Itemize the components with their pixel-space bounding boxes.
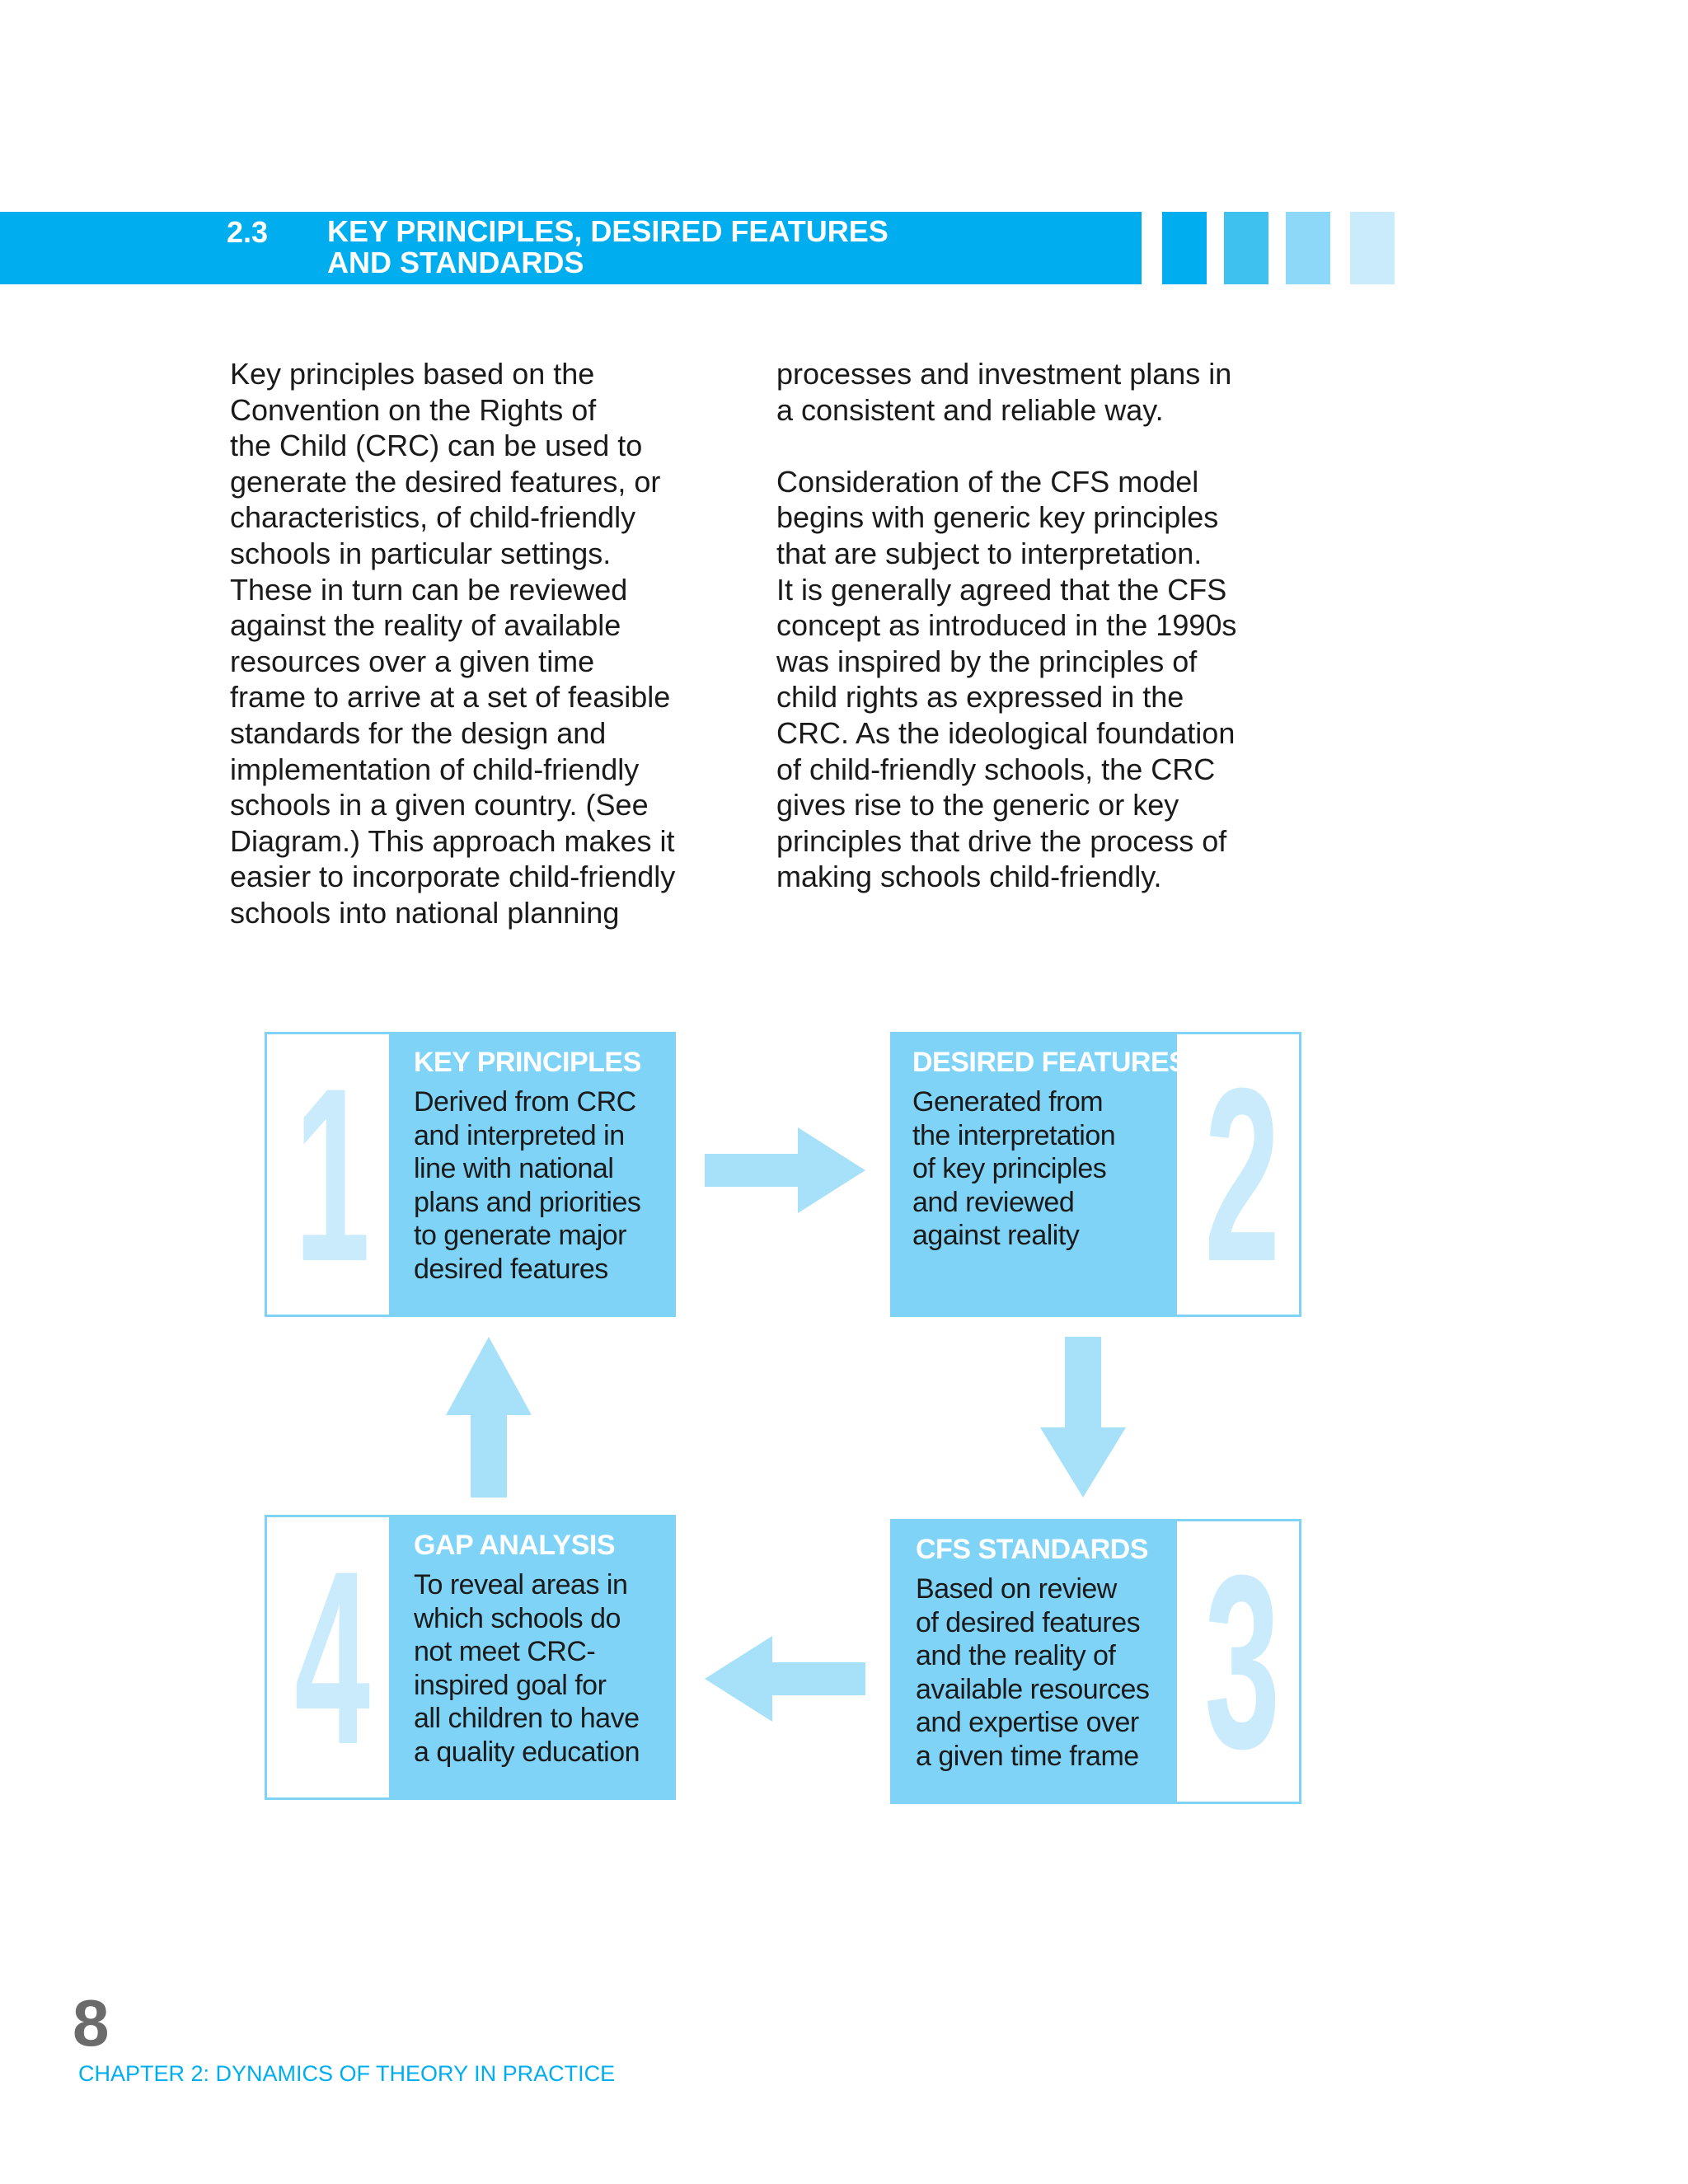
box-panel <box>893 1034 1188 1315</box>
arrow-up-icon <box>446 1337 532 1497</box>
box-text-line: line with national <box>414 1153 614 1184</box>
box-text-line: to generate major <box>414 1220 626 1251</box>
box-text-line: of desired features <box>916 1606 1141 1638</box>
box-text-line: and reviewed <box>912 1186 1075 1218</box>
box-text-line: and the reality of <box>916 1640 1116 1671</box>
body-text-line: gives rise to the generic or key <box>776 788 1179 823</box>
box-text-line: of key principles <box>912 1153 1107 1184</box>
body-text-line: frame to arrive at a set of feasible <box>230 680 671 715</box>
step-number: 3 <box>1204 1523 1281 1800</box>
body-column-right <box>776 356 1287 895</box>
body-text-line: Convention on the Rights of <box>230 392 597 427</box>
body-text-line: begins with generic key principles <box>776 500 1219 535</box>
body-text-line: characteristics, of child-friendly <box>230 500 636 535</box>
box-text-line: Derived from CRC <box>414 1086 636 1118</box>
section-title-line: AND STANDARDS <box>327 246 584 279</box>
body-text-line: child rights as expressed in the <box>776 680 1184 715</box>
body-text-line: Diagram.) This approach makes it <box>230 823 675 858</box>
box-text <box>912 1085 1177 1253</box>
body-text-line: making schools child-friendly. <box>776 860 1162 894</box>
section-number: 2.3 <box>227 215 269 249</box>
diagram-box-cfs-standards <box>890 1519 1301 1804</box>
box-text-line: available resources <box>916 1673 1150 1705</box>
chapter-footer: CHAPTER 2: DYNAMICS OF THEORY IN PRACTICE <box>78 2061 616 2086</box>
body-text-line: of child-friendly schools, the CRC <box>776 752 1216 786</box>
body-text-line: was inspired by the principles of <box>776 644 1198 678</box>
arrow-left-icon <box>705 1636 865 1722</box>
decorative-square <box>1162 212 1207 284</box>
box-text-line: the interpretation <box>912 1119 1116 1151</box>
body-text-line: against the reality of available <box>230 608 621 643</box>
step-number: 4 <box>294 1519 371 1796</box>
body-text-line: the Child (CRC) can be used to <box>230 429 643 463</box>
body-text-line: These in turn can be reviewed <box>230 572 628 607</box>
box-text-line: and expertise over <box>916 1707 1139 1738</box>
box-text-line: Based on review <box>916 1573 1117 1605</box>
decorative-square <box>1286 212 1330 284</box>
box-text <box>916 1572 1177 1773</box>
step-number: 1 <box>294 1036 371 1313</box>
body-text-line: schools in particular settings. <box>230 536 612 570</box>
body-text-line: principles that drive the process of <box>776 823 1227 858</box>
section-title-line: KEY PRINCIPLES, DESIRED FEATURES <box>327 214 889 248</box>
box-title: CFS STANDARDS <box>916 1534 1148 1565</box>
paragraph <box>776 356 1287 428</box>
body-text-line: easier to incorporate child-friendly <box>230 860 676 894</box>
box-text-line: Generated from <box>912 1086 1104 1118</box>
box-text-line: not meet CRC- <box>414 1636 596 1667</box>
diagram-box-gap-analysis <box>265 1515 676 1800</box>
box-text <box>414 1085 673 1286</box>
box-panel <box>893 1521 1177 1802</box>
arrow-right-icon <box>705 1127 865 1213</box>
decorative-square <box>1350 212 1395 284</box>
box-text-line: plans and priorities <box>414 1186 641 1218</box>
body-text-line: resources over a given time <box>230 644 595 678</box>
body-text-line: CRC. As the ideological foundation <box>776 715 1236 750</box>
body-text-line: a consistent and reliable way. <box>776 392 1164 427</box>
page-number: 8 <box>73 1986 110 2060</box>
body-text-line: concept as introduced in the 1990s <box>776 608 1237 643</box>
body-text-line: schools into national planning <box>230 895 620 930</box>
body-text-line: standards for the design and <box>230 715 607 750</box>
box-panel <box>389 1517 673 1797</box>
body-column-left <box>230 356 741 931</box>
box-text-line: against reality <box>912 1220 1080 1251</box>
body-text-line: that are subject to interpretation. <box>776 536 1203 570</box>
diagram-box-desired-features <box>890 1032 1301 1317</box>
body-text-line: schools in a given country. (See <box>230 788 649 823</box>
box-text-line: which schools do <box>414 1602 621 1634</box>
section-title <box>327 216 889 279</box>
box-text-line: a quality education <box>414 1736 640 1768</box>
body-text-line: processes and investment plans in <box>776 357 1232 391</box>
body-text-line: Consideration of the CFS model <box>776 464 1199 499</box>
box-text-line: inspired goal for <box>414 1669 607 1701</box>
box-text-line: desired features <box>414 1253 608 1285</box>
step-number: 2 <box>1204 1036 1281 1313</box>
box-text-line: To reveal areas in <box>414 1569 628 1601</box>
box-title: KEY PRINCIPLES <box>414 1047 641 1078</box>
body-text-line: It is generally agreed that the CFS <box>776 572 1227 607</box>
body-text-line: generate the desired features, or <box>230 464 661 499</box>
body-text-line: Key principles based on the <box>230 357 595 391</box>
diagram-box-key-principles <box>265 1032 676 1317</box>
box-title: GAP ANALYSIS <box>414 1530 616 1561</box>
box-text-line: a given time frame <box>916 1740 1139 1772</box>
body-text-line: implementation of child-friendly <box>230 752 640 786</box>
arrow-down-icon <box>1040 1337 1126 1497</box>
box-text <box>414 1568 673 1769</box>
box-text-line: all children to have <box>414 1703 640 1734</box>
decorative-square <box>1224 212 1268 284</box>
box-title: DESIRED FEATURES <box>912 1047 1188 1078</box>
paragraph <box>776 464 1287 895</box>
box-panel <box>389 1034 673 1315</box>
box-text-line: and interpreted in <box>414 1119 625 1151</box>
